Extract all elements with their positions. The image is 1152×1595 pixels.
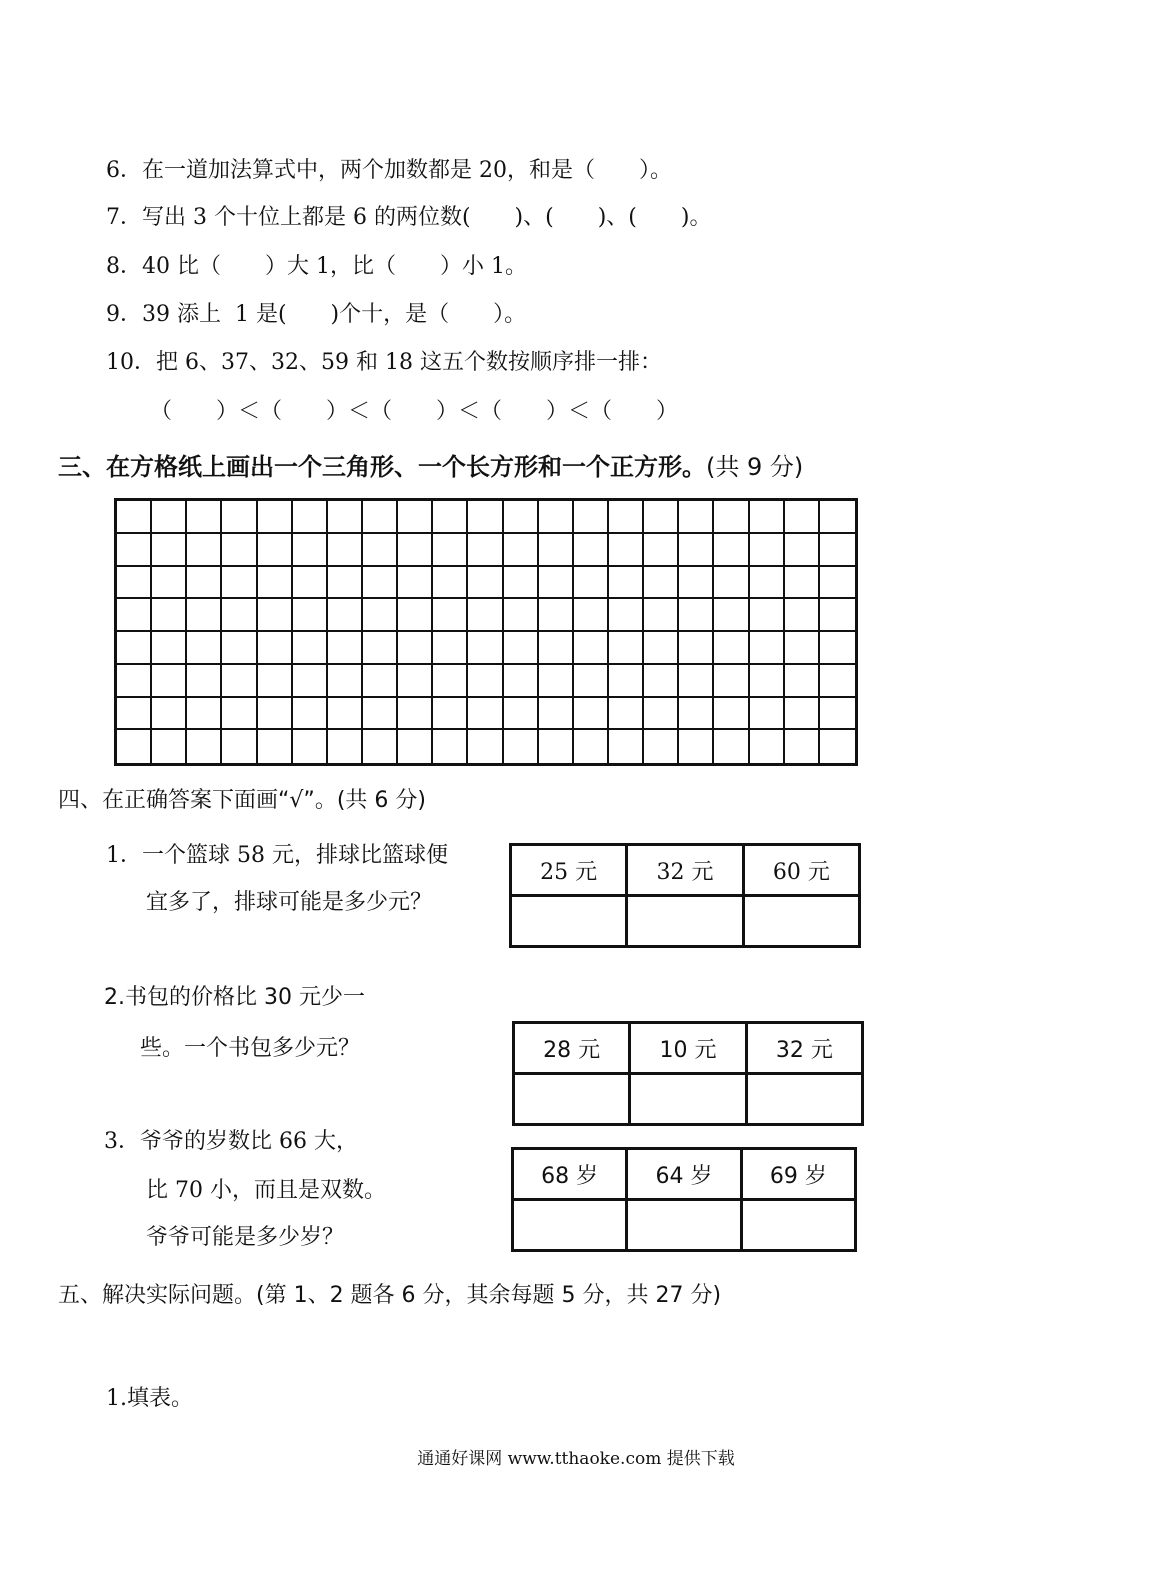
grid-cell[interactable] xyxy=(433,632,468,665)
grid-cell[interactable] xyxy=(714,665,749,698)
q2-text-line2: 些。一个书包多少元？ xyxy=(140,1036,361,1061)
grid-cell[interactable] xyxy=(820,599,855,632)
section-3-points: (共 9 分) xyxy=(706,453,804,481)
grid-cell[interactable] xyxy=(504,730,539,763)
grid-cell[interactable] xyxy=(363,599,398,632)
grid-cell[interactable] xyxy=(152,501,187,534)
grid-cell[interactable] xyxy=(750,698,785,731)
grid-cell[interactable] xyxy=(152,534,187,567)
grid-cell[interactable] xyxy=(820,698,855,731)
grid-cell[interactable] xyxy=(468,567,503,600)
grid-cell[interactable] xyxy=(117,632,152,665)
grid-cell[interactable] xyxy=(433,730,468,763)
q1-text-line1: 1．一个篮球 58 元，排球比篮球便 xyxy=(106,843,448,868)
fill-question-9: 9．39 添上 1 是( )个十，是（ ）。 xyxy=(106,302,527,327)
grid-cell[interactable] xyxy=(468,599,503,632)
fill-question-8: 8．40 比（ ）大 1，比（ ）小 1。 xyxy=(106,254,527,279)
grid-cell[interactable] xyxy=(574,632,609,665)
q3-answer-cell-2[interactable] xyxy=(627,1200,741,1251)
q3-options-table xyxy=(511,1147,857,1252)
grid-cell[interactable] xyxy=(258,665,293,698)
grid-cell[interactable] xyxy=(609,632,644,665)
q2-options-table xyxy=(512,1021,864,1126)
grid-cell[interactable] xyxy=(539,730,574,763)
grid-cell[interactable] xyxy=(504,567,539,600)
grid-cell[interactable] xyxy=(644,698,679,731)
grid-cell[interactable] xyxy=(539,599,574,632)
grid-cell[interactable] xyxy=(504,599,539,632)
grid-cell[interactable] xyxy=(609,698,644,731)
grid-cell[interactable] xyxy=(574,665,609,698)
grid-cell[interactable] xyxy=(714,534,749,567)
q1-answer-cell-3[interactable] xyxy=(743,896,859,947)
grid-cell[interactable] xyxy=(714,698,749,731)
grid-cell[interactable] xyxy=(820,567,855,600)
grid-cell[interactable] xyxy=(433,698,468,731)
grid-cell[interactable] xyxy=(574,730,609,763)
grid-cell[interactable] xyxy=(293,534,328,567)
grid-cell[interactable] xyxy=(328,534,363,567)
grid-cell[interactable] xyxy=(609,501,644,534)
grid-cell[interactable] xyxy=(152,665,187,698)
grid-cell[interactable] xyxy=(679,567,714,600)
grid-cell[interactable] xyxy=(609,665,644,698)
grid-cell[interactable] xyxy=(328,501,363,534)
grid-cell[interactable] xyxy=(714,567,749,600)
grid-cell[interactable] xyxy=(504,632,539,665)
q1-option-2: 32 元 xyxy=(627,845,743,896)
grid-cell[interactable] xyxy=(222,567,257,600)
grid-cell[interactable] xyxy=(398,632,433,665)
grid-paper[interactable] xyxy=(114,498,858,766)
grid-cell[interactable] xyxy=(679,698,714,731)
grid-cell[interactable] xyxy=(609,567,644,600)
grid-cell[interactable] xyxy=(750,599,785,632)
fill-question-10-blanks: （ ）＜（ ）＜（ ）＜（ ）＜（ ） xyxy=(150,399,679,424)
grid-cell[interactable] xyxy=(152,730,187,763)
section-3-title: 三、在方格纸上画出一个三角形、一个长方形和一个正方形。 xyxy=(58,453,706,481)
grid-cell[interactable] xyxy=(785,599,820,632)
grid-cell[interactable] xyxy=(258,534,293,567)
grid-cell[interactable] xyxy=(504,534,539,567)
grid-cell[interactable] xyxy=(363,698,398,731)
grid-cell[interactable] xyxy=(328,730,363,763)
grid-cell[interactable] xyxy=(468,665,503,698)
grid-cell[interactable] xyxy=(644,501,679,534)
grid-cell[interactable] xyxy=(750,534,785,567)
q2-option-2: 10 元 xyxy=(630,1023,746,1074)
grid-cell[interactable] xyxy=(785,501,820,534)
grid-cell[interactable] xyxy=(609,599,644,632)
grid-cell[interactable] xyxy=(714,730,749,763)
grid-cell[interactable] xyxy=(468,501,503,534)
q3-option-2: 64 岁 xyxy=(627,1149,741,1200)
grid-cell[interactable] xyxy=(258,632,293,665)
grid-cell[interactable] xyxy=(433,599,468,632)
grid-cell[interactable] xyxy=(258,501,293,534)
grid-cell[interactable] xyxy=(750,730,785,763)
grid-cell[interactable] xyxy=(293,632,328,665)
grid-cell[interactable] xyxy=(363,665,398,698)
grid-cell[interactable] xyxy=(222,698,257,731)
grid-cell[interactable] xyxy=(152,698,187,731)
grid-cell[interactable] xyxy=(468,534,503,567)
grid-cell[interactable] xyxy=(574,599,609,632)
grid-cell[interactable] xyxy=(574,698,609,731)
grid-cell[interactable] xyxy=(398,599,433,632)
grid-cell[interactable] xyxy=(187,665,222,698)
q2-option-3: 32 元 xyxy=(746,1023,862,1074)
grid-cell[interactable] xyxy=(258,730,293,763)
grid-cell[interactable] xyxy=(363,501,398,534)
grid-cell[interactable] xyxy=(468,730,503,763)
q2-text-line1: 2.书包的价格比 30 元少一 xyxy=(104,985,365,1010)
grid-cell[interactable] xyxy=(574,567,609,600)
grid-cell[interactable] xyxy=(222,665,257,698)
grid-cell[interactable] xyxy=(117,665,152,698)
grid-cell[interactable] xyxy=(750,632,785,665)
grid-cell[interactable] xyxy=(117,599,152,632)
q3-text-line1: 3．爷爷的岁数比 66 大， xyxy=(104,1129,358,1154)
grid-cell[interactable] xyxy=(187,730,222,763)
grid-cell[interactable] xyxy=(293,501,328,534)
grid-cell[interactable] xyxy=(539,567,574,600)
q3-answer-cell-1[interactable] xyxy=(513,1200,627,1251)
grid-cell[interactable] xyxy=(820,665,855,698)
grid-cell[interactable] xyxy=(539,632,574,665)
grid-cell[interactable] xyxy=(574,501,609,534)
grid-cell[interactable] xyxy=(820,501,855,534)
grid-cell[interactable] xyxy=(679,501,714,534)
fill-question-6: 6．在一道加法算式中，两个加数都是 20，和是（ ）。 xyxy=(106,158,672,183)
q1-answer-cell-1[interactable] xyxy=(511,896,627,947)
grid-cell[interactable] xyxy=(258,698,293,731)
grid-cell[interactable] xyxy=(222,632,257,665)
grid-cell[interactable] xyxy=(328,567,363,600)
grid-cell[interactable] xyxy=(293,567,328,600)
grid-cell[interactable] xyxy=(504,698,539,731)
grid-cell[interactable] xyxy=(398,567,433,600)
q2-answer-cell-3[interactable] xyxy=(746,1074,862,1125)
grid-cell[interactable] xyxy=(468,698,503,731)
grid-cell[interactable] xyxy=(820,632,855,665)
grid-cell[interactable] xyxy=(363,567,398,600)
grid-cell[interactable] xyxy=(433,501,468,534)
q3-option-3: 69 岁 xyxy=(741,1149,855,1200)
grid-cell[interactable] xyxy=(750,501,785,534)
grid-cell[interactable] xyxy=(820,730,855,763)
grid-cell[interactable] xyxy=(785,665,820,698)
grid-cell[interactable] xyxy=(539,534,574,567)
grid-cell[interactable] xyxy=(258,567,293,600)
grid-cell[interactable] xyxy=(222,501,257,534)
section-4-heading: 四、在正确答案下面画“√”。(共 6 分) xyxy=(58,788,426,813)
grid-cell[interactable] xyxy=(609,730,644,763)
grid-cell[interactable] xyxy=(644,632,679,665)
grid-cell[interactable] xyxy=(187,632,222,665)
grid-cell[interactable] xyxy=(187,599,222,632)
grid-cell[interactable] xyxy=(433,534,468,567)
section-3-heading xyxy=(58,452,803,482)
q1-option-1: 25 元 xyxy=(511,845,627,896)
grid-cell[interactable] xyxy=(328,665,363,698)
grid-cell[interactable] xyxy=(539,698,574,731)
grid-cell[interactable] xyxy=(433,665,468,698)
grid-cell[interactable] xyxy=(152,599,187,632)
grid-cell[interactable] xyxy=(152,632,187,665)
grid-cell[interactable] xyxy=(504,501,539,534)
grid-cell[interactable] xyxy=(187,501,222,534)
grid-cell[interactable] xyxy=(679,730,714,763)
grid-cell[interactable] xyxy=(679,665,714,698)
fill-question-10: 10．把 6、37、32、59 和 18 这五个数按顺序排一排： xyxy=(106,350,662,375)
section-5-heading: 五、解决实际问题。(第 1、2 题各 6 分，其余每题 5 分，共 27 分) xyxy=(58,1283,722,1308)
grid-cell[interactable] xyxy=(293,665,328,698)
q3-text-line3: 爷爷可能是多少岁？ xyxy=(146,1225,345,1250)
grid-cell[interactable] xyxy=(293,730,328,763)
grid-cell[interactable] xyxy=(187,698,222,731)
grid-cell[interactable] xyxy=(785,730,820,763)
q3-option-1: 68 岁 xyxy=(513,1149,627,1200)
q3-answer-cell-3[interactable] xyxy=(741,1200,855,1251)
grid-cell[interactable] xyxy=(504,665,539,698)
q1-text-line2: 宜多了，排球可能是多少元？ xyxy=(146,890,433,915)
grid-cell[interactable] xyxy=(117,730,152,763)
q1-answer-cell-2[interactable] xyxy=(627,896,743,947)
grid-cell[interactable] xyxy=(398,698,433,731)
grid-cell[interactable] xyxy=(222,534,257,567)
grid-cell[interactable] xyxy=(644,567,679,600)
grid-cell[interactable] xyxy=(679,534,714,567)
grid-cell[interactable] xyxy=(398,730,433,763)
grid-cell[interactable] xyxy=(750,567,785,600)
grid-cell[interactable] xyxy=(222,730,257,763)
grid-cell[interactable] xyxy=(328,698,363,731)
grid-cell[interactable] xyxy=(258,599,293,632)
grid-cell[interactable] xyxy=(187,534,222,567)
grid-cell[interactable] xyxy=(222,599,257,632)
grid-cell[interactable] xyxy=(293,698,328,731)
q3-text-line2: 比 70 小，而且是双数。 xyxy=(146,1178,386,1203)
grid-cell[interactable] xyxy=(644,730,679,763)
grid-cell[interactable] xyxy=(539,665,574,698)
q2-answer-cell-2[interactable] xyxy=(630,1074,746,1125)
grid-cell[interactable] xyxy=(433,567,468,600)
grid-cell[interactable] xyxy=(539,501,574,534)
q1-options-table xyxy=(509,843,861,948)
grid-cell[interactable] xyxy=(117,501,152,534)
grid-cell[interactable] xyxy=(363,534,398,567)
grid-cell[interactable] xyxy=(328,632,363,665)
grid-cell[interactable] xyxy=(679,632,714,665)
grid-cell[interactable] xyxy=(363,632,398,665)
grid-cell[interactable] xyxy=(679,599,714,632)
grid-cell[interactable] xyxy=(117,534,152,567)
q2-option-1: 28 元 xyxy=(514,1023,630,1074)
grid-cell[interactable] xyxy=(187,567,222,600)
grid-cell[interactable] xyxy=(398,534,433,567)
grid-cell[interactable] xyxy=(398,501,433,534)
grid-cell[interactable] xyxy=(117,698,152,731)
grid-cell[interactable] xyxy=(644,665,679,698)
grid-cell[interactable] xyxy=(785,567,820,600)
grid-cell[interactable] xyxy=(328,599,363,632)
grid-cell[interactable] xyxy=(785,534,820,567)
q1-option-3: 60 元 xyxy=(743,845,859,896)
grid-cell[interactable] xyxy=(293,599,328,632)
fill-question-7: 7．写出 3 个十位上都是 6 的两位数( )、( )、( )。 xyxy=(106,205,712,230)
grid-cell[interactable] xyxy=(609,534,644,567)
grid-cell[interactable] xyxy=(644,534,679,567)
grid-cell[interactable] xyxy=(750,665,785,698)
grid-cell[interactable] xyxy=(398,665,433,698)
grid-cell[interactable] xyxy=(574,534,609,567)
grid-cell[interactable] xyxy=(363,730,398,763)
grid-cell[interactable] xyxy=(785,698,820,731)
grid-cell[interactable] xyxy=(714,632,749,665)
grid-cell[interactable] xyxy=(714,599,749,632)
section-5-question-1: 1.填表。 xyxy=(106,1386,193,1411)
grid-cell[interactable] xyxy=(820,534,855,567)
footer-source: 通通好课网 www.tthaoke.com 提供下载 xyxy=(417,1449,735,1469)
grid-cell[interactable] xyxy=(785,632,820,665)
grid-cell[interactable] xyxy=(644,599,679,632)
grid-cell[interactable] xyxy=(117,567,152,600)
grid-cell[interactable] xyxy=(152,567,187,600)
grid-cell[interactable] xyxy=(714,501,749,534)
q2-answer-cell-1[interactable] xyxy=(514,1074,630,1125)
grid-cell[interactable] xyxy=(468,632,503,665)
